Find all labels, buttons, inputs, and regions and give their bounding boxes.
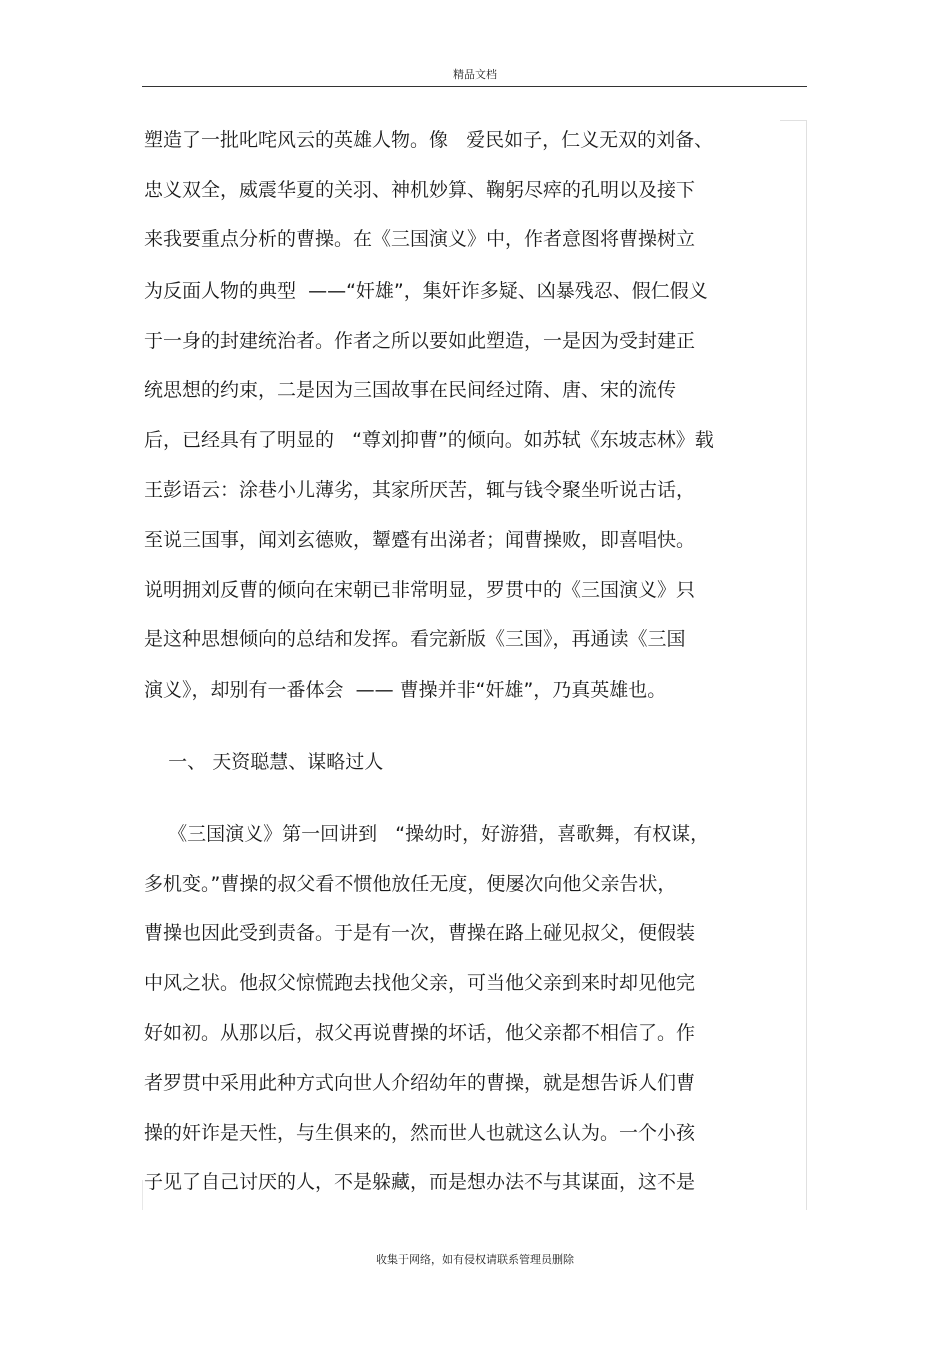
body-line: 说明拥刘反曹的倾向在宋朝已非常明显，罗贯中的《三国演义》只 [144,579,696,601]
body-line: 《三国演义》第一回讲到 “操幼时，好游猎，喜歌舞，有权谋， [144,823,710,845]
body-line: 于一身的封建统治者。作者之所以要如此塑造，一是因为受封建正 [144,330,696,352]
body-line: 多机变。”曹操的叔父看不惯他放任无度，便屡次向他父亲告状， [144,873,677,895]
page-frame-right-edge [806,120,807,1210]
body-line: 忠义双全，威震华夏的关羽、神机妙算、鞠躬尽瘁的孔明以及接下 [144,179,696,201]
section-heading: 一、 天资聪慧、谋略过人 [144,751,384,773]
body-line: 操的奸诈是天性，与生俱来的，然而世人也就这么认为。一个小孩 [144,1122,696,1144]
body-line: 王彭语云：涂巷小儿薄劣，其家所厌苦，辄与钱令聚坐听说古话， [144,479,696,501]
body-line: 曹操也因此受到责备。于是有一次，曹操在路上碰见叔父，便假装 [144,922,696,944]
body-line: 为反面人物的典型 ——“奸雄”，集奸诈多疑、凶暴残忍、假仁假义 [144,280,708,302]
page-footer: 收集于网络，如有侵权请联系管理员删除 [376,1253,574,1266]
body-line: 子见了自己讨厌的人，不是躲藏，而是想办法不与其谋面，这不是 [144,1171,696,1193]
body-line: 中风之状。他叔父惊慌跑去找他父亲，可当他父亲到来时却见他完 [144,972,696,994]
body-line: 后，已经具有了明显的 “尊刘抑曹”的倾向。如苏轼《东坡志林》载 [144,429,714,451]
page-header: 精品文档 [453,68,497,81]
body-line: 是这种思想倾向的总结和发挥。看完新版《三国》，再通读《三国 [144,628,686,650]
page-frame-left-edge [142,1180,143,1210]
body-line: 好如初。从那以后，叔父再说曹操的坏话，他父亲都不相信了。作 [144,1022,696,1044]
body-line: 塑造了一批叱咤风云的英雄人物。像 爱民如子，仁义无双的刘备、 [144,129,714,151]
header-divider [142,86,807,87]
body-line: 至说三国事，闻刘玄德败，颦蹙有出涕者；闻曹操败，即喜唱快。 [144,529,696,551]
body-line: 统思想的约束，二是因为三国故事在民间经过隋、唐、宋的流传 [144,379,677,401]
body-line: 者罗贯中采用此种方式向世人介绍幼年的曹操，就是想告诉人们曹 [144,1072,696,1094]
body-line: 来我要重点分析的曹操。在《三国演义》中，作者意图将曹操树立 [144,228,696,250]
body-line: 演义》，却别有一番体会 —— 曹操并非“奸雄”，乃真英雄也。 [144,679,667,701]
page-frame-top-edge [780,120,807,121]
